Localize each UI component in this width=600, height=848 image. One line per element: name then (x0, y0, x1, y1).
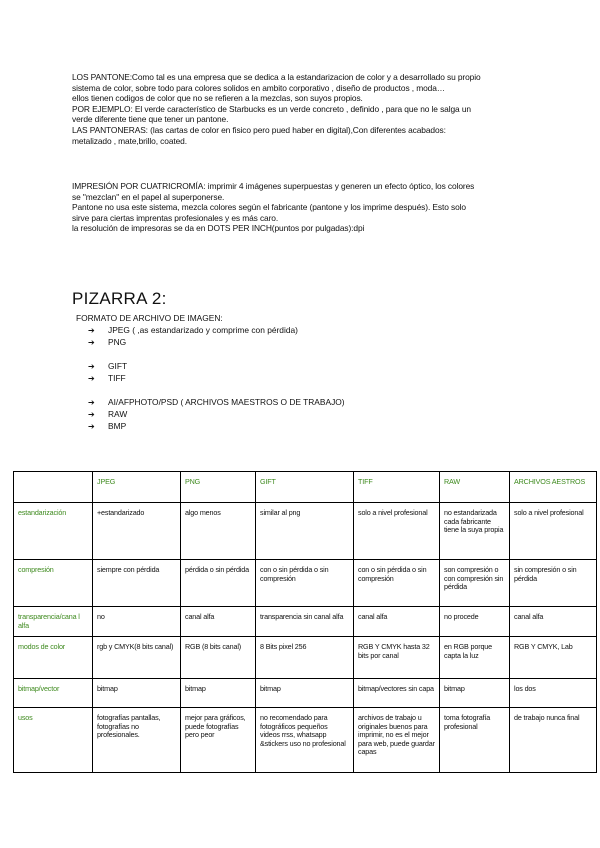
table-row (14, 708, 597, 773)
table-cell: mejor para gráficos, puede fotografías pero peor (181, 708, 256, 773)
list-item-label: JPEG ( ,as estandarizado y comprime con pérdida) (108, 325, 298, 335)
list-item-label: TIFF (108, 373, 126, 383)
table-header-cell: JPEG (93, 472, 181, 503)
table-header-cell: PNG (181, 472, 256, 503)
table-cell: con o sin pérdida o sin compresión (256, 560, 354, 607)
row-label-cell: transparencia/cana l alfa (14, 607, 93, 637)
table-cell: con o sin pérdida o sin compresión (354, 560, 440, 607)
table-cell: sin compresión o sin pérdida (510, 560, 597, 607)
list-item (88, 360, 345, 372)
table-row (14, 637, 597, 679)
table-cell: bitmap/vectores sin capa (354, 679, 440, 708)
list-item (88, 420, 345, 432)
table-cell: bitmap (93, 679, 181, 708)
table-cell: rgb y CMYK(8 bits canal) (93, 637, 181, 679)
arrow-icon: ➔ (88, 338, 95, 347)
pantone-notes (72, 72, 542, 146)
table-cell: transparencia sin canal alfa (256, 607, 354, 637)
text-line: verde diferente tiene que tener un pantone. (72, 114, 229, 125)
list-item-label: GIFT (108, 361, 128, 371)
text-line: POR EJEMPLO: El verde característico de Starbucks es un verde concreto , definido , para que no le salga un (72, 103, 471, 114)
format-comparison-table (13, 471, 597, 773)
list-item (88, 372, 345, 384)
text-line: la resolución de impresoras se da en DOTS PER INCH(puntos por pulgadas):dpi (72, 223, 365, 234)
list-item (88, 408, 345, 420)
table-cell: canal alfa (510, 607, 597, 637)
table-cell: RGB Y CMYK, Lab (510, 637, 597, 679)
list-item-label: AI/AFPHOTO/PSD ( ARCHIVOS MAESTROS O DE TRABAJO) (108, 397, 345, 407)
table-cell: siempre con pérdida (93, 560, 181, 607)
table-row (14, 607, 597, 637)
table-cell: similar al png (256, 503, 354, 560)
table-cell: no procede (440, 607, 510, 637)
arrow-icon: ➔ (88, 410, 95, 419)
arrow-icon: ➔ (88, 422, 95, 431)
text-line: LAS PANTONERAS: (las cartas de color en fisico pero pued haber en digital),Con diferentes acabados: (72, 124, 446, 135)
table-row (14, 679, 597, 708)
table-header-row (14, 472, 597, 503)
arrow-icon: ➔ (88, 398, 95, 407)
row-label-cell: usos (14, 708, 93, 773)
text-line: IMPRESIÓN POR CUATRICROMÍA: imprimir 4 imágenes superpuestas y generen un efecto óptico, los colores (72, 181, 475, 191)
text-line: metalizado , mate,brillo, coated. (72, 135, 187, 146)
table-cell: bitmap (256, 679, 354, 708)
list-item-label: PNG (108, 337, 127, 347)
list-item (88, 396, 345, 408)
list-item (88, 324, 345, 336)
table-cell: bitmap (440, 679, 510, 708)
arrow-icon: ➔ (88, 326, 95, 335)
row-label-cell: compresión (14, 560, 93, 607)
table-cell: los dos (510, 679, 597, 708)
table-cell: no (93, 607, 181, 637)
row-label-cell: modos de color (14, 637, 93, 679)
section-title: PIZARRA 2: (72, 289, 167, 308)
table-cell: solo a nivel profesional (354, 503, 440, 560)
table-cell: son compresión o con compresión sin pérdida (440, 560, 510, 607)
table-cell: archivos de trabajo u originales buenos para imprimir, no es el mejor para web, puede guardar capas (354, 708, 440, 773)
cuatricromia-notes (72, 181, 542, 234)
arrow-icon: ➔ (88, 374, 95, 383)
table-cell: de trabajo nunca final (510, 708, 597, 773)
row-label-cell: estandarización (14, 503, 93, 560)
text-line: se "mezclan" en el papel al superponerse. (72, 191, 225, 202)
table-row (14, 560, 597, 607)
table-cell: en RGB porque capta la luz (440, 637, 510, 679)
text-line: Pantone no usa este sistema, mezcla colores según el fabricante (pantone y los imprime después). Esto solo (72, 202, 466, 213)
table-header-cell: ARCHIVOS AESTROS (510, 472, 597, 503)
table-cell: canal alfa (181, 607, 256, 637)
row-label-cell: bitmap/vector (14, 679, 93, 708)
text-line: ellos tienen codigos de color que no se refieren a la mezclas, son suyos propios. (72, 93, 363, 104)
table-cell: +estandarizado (93, 503, 181, 560)
table-cell: RGB (8 bits canal) (181, 637, 256, 679)
format-list (88, 324, 345, 432)
table-cell: pérdida o sin pérdida (181, 560, 256, 607)
table-cell: no recomendado para fotográficos pequeños videos rrss, whatsapp &stickers uso no profesional (256, 708, 354, 773)
text-line: sistema de color, sobre todo para colores solidos en ambito corporativo , diseño de productos , moda… (72, 82, 446, 93)
table-header-cell (14, 472, 93, 503)
table-header-cell: RAW (440, 472, 510, 503)
list-item (88, 336, 345, 348)
table-row (14, 503, 597, 560)
table-cell: algo menos (181, 503, 256, 560)
table-cell: bitmap (181, 679, 256, 708)
table-cell: 8 Bits pixel 256 (256, 637, 354, 679)
table-cell: solo a nivel profesional (510, 503, 597, 560)
list-item-label: RAW (108, 409, 128, 419)
table-cell: canal alfa (354, 607, 440, 637)
table-header-cell: TIFF (354, 472, 440, 503)
list-item-label: BMP (108, 421, 127, 431)
format-heading: FORMATO DE ARCHIVO DE IMAGEN: (76, 313, 223, 323)
table-cell: RGB Y CMYK hasta 32 bits por canal (354, 637, 440, 679)
text-line: sirve para ciertas imprentas profesionales y es más caro. (72, 212, 279, 223)
table-cell: toma fotografía profesional (440, 708, 510, 773)
arrow-icon: ➔ (88, 362, 95, 371)
table-header-cell: GIFT (256, 472, 354, 503)
table-cell: fotografías pantallas, fotografías no profesionales. (93, 708, 181, 773)
table-cell: no estandarizada cada fabricante tiene la suya propia (440, 503, 510, 560)
text-line: LOS PANTONE:Como tal es una empresa que se dedica a la estandarizacion de color y a desarrollado su propio (72, 72, 481, 82)
